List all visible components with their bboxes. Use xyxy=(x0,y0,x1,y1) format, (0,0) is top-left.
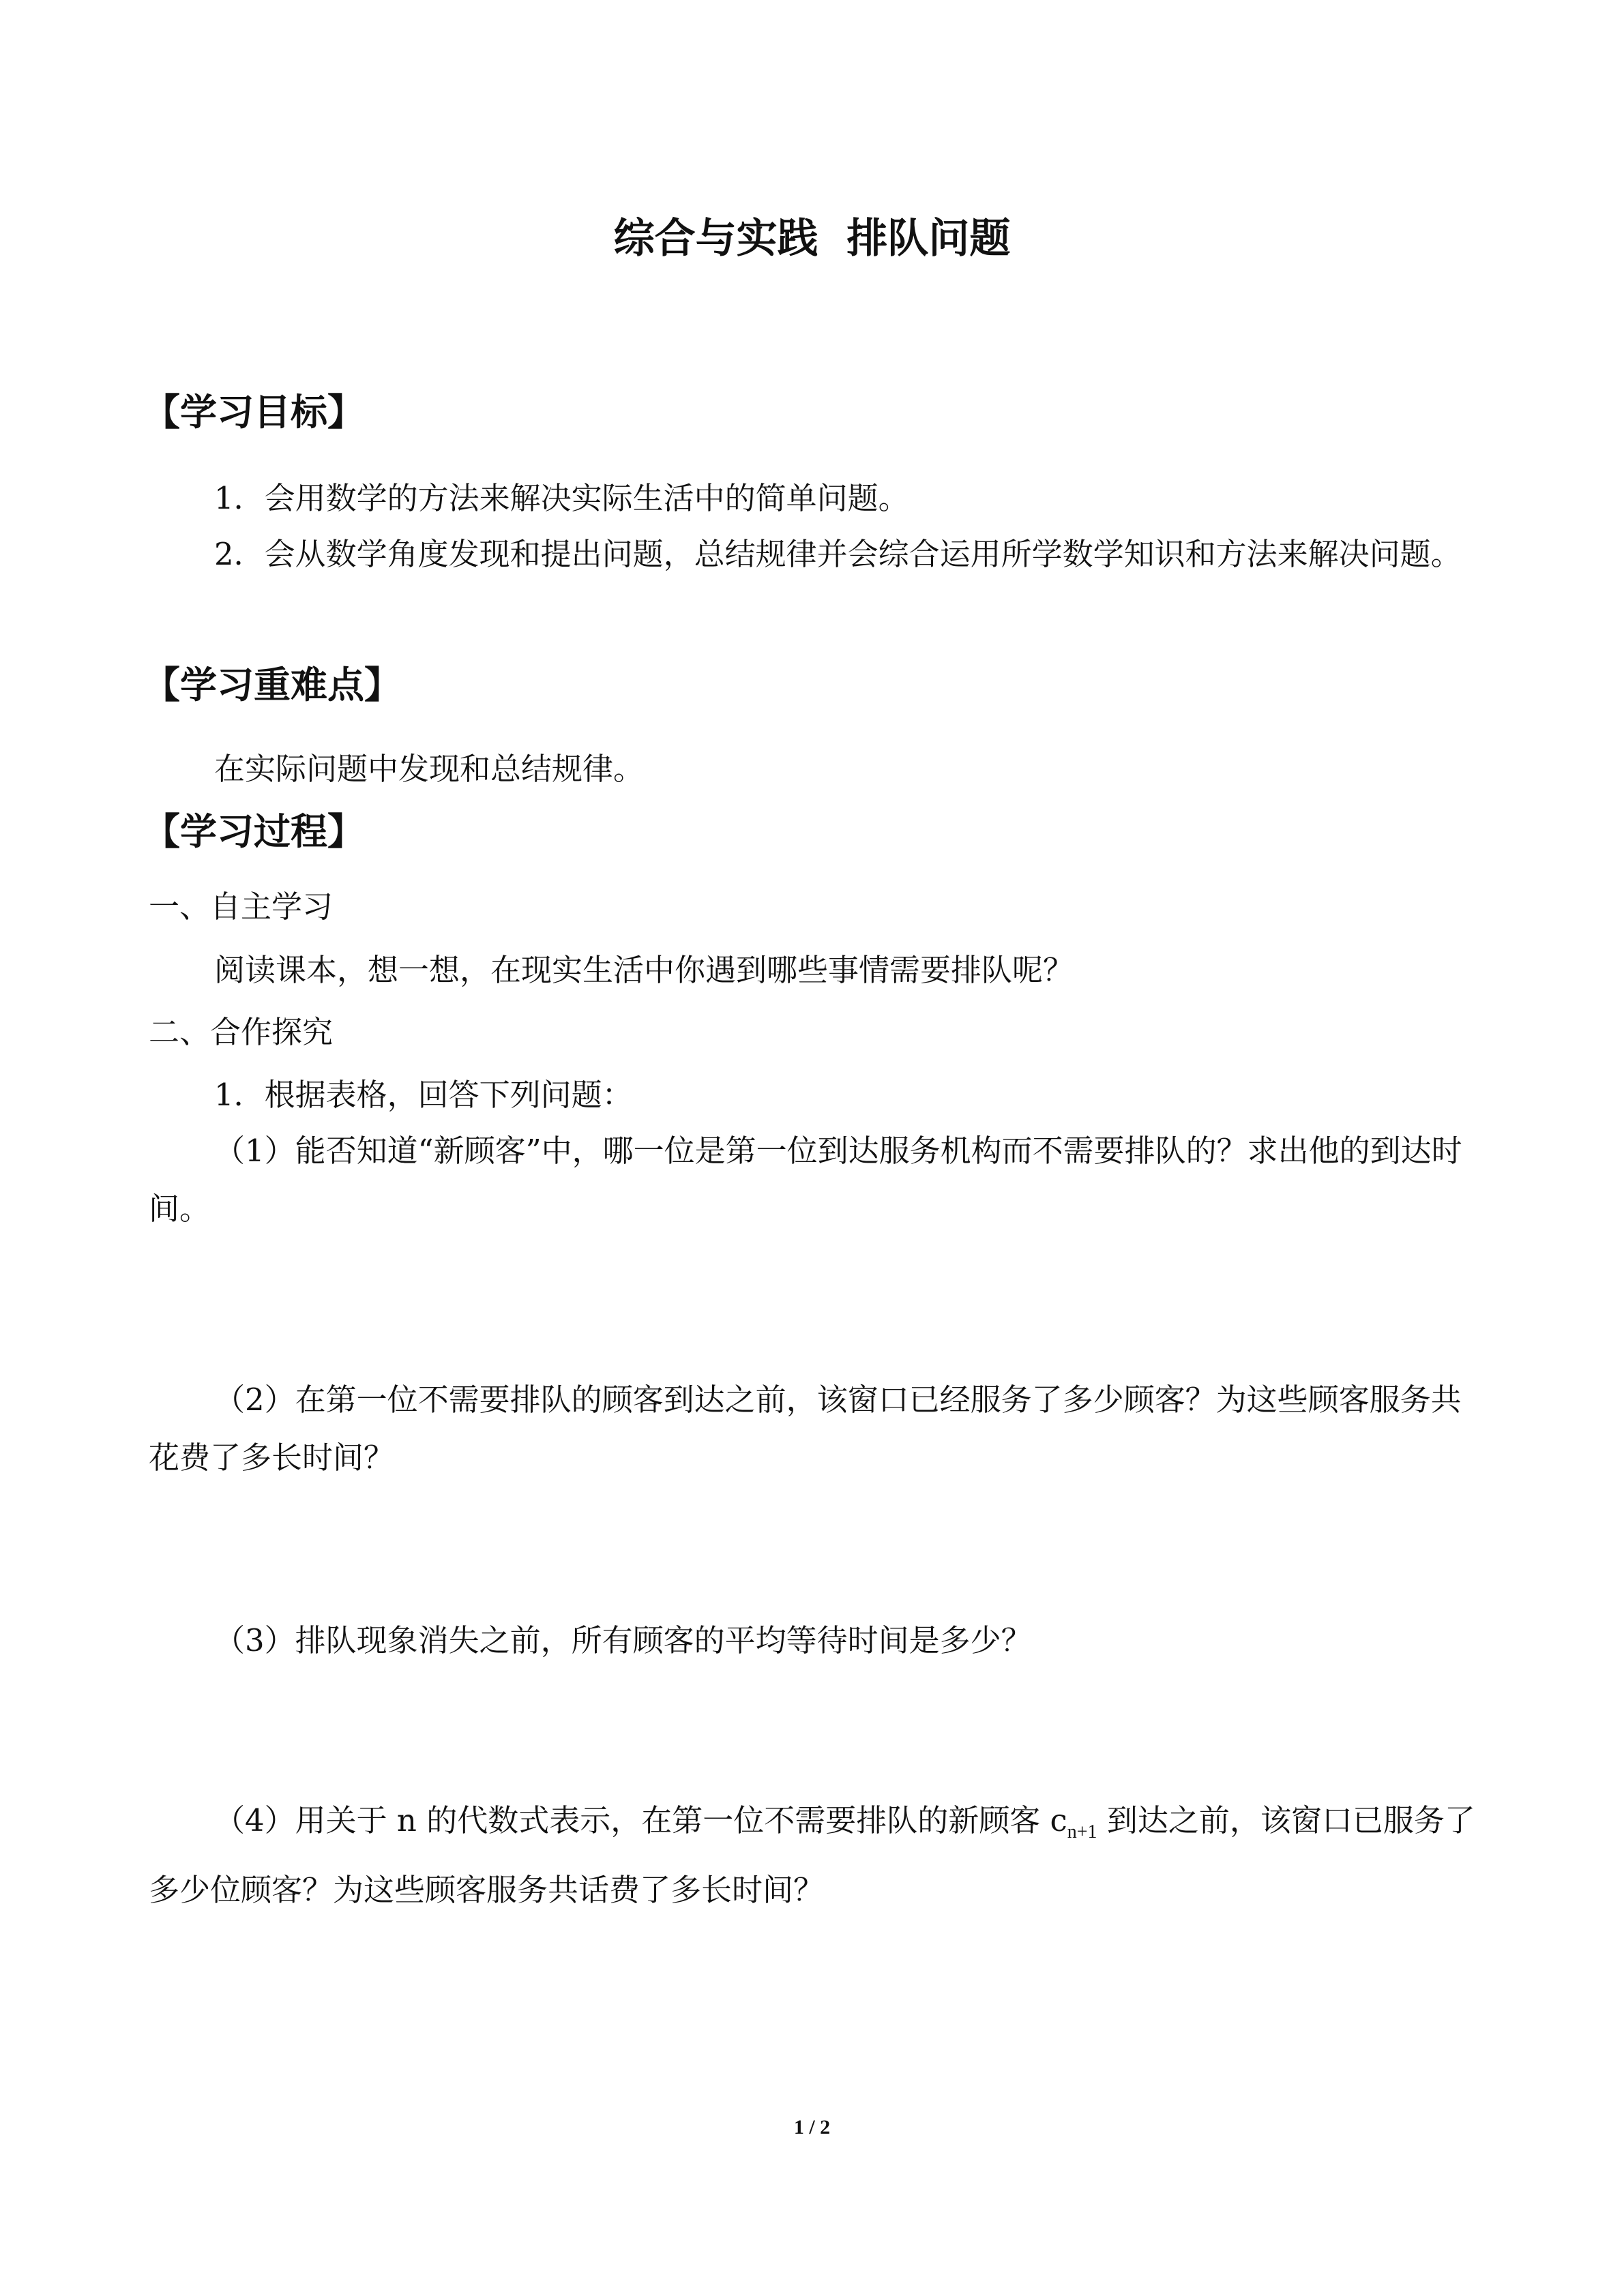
question-1: （1）能否知道“新顾客”中，哪一位是第一位到达服务机构而不需要排队的？求出他的到达时间。 xyxy=(149,1133,1462,1227)
question-4-subscript: n+1 xyxy=(1067,1821,1097,1843)
question-2: （2）在第一位不需要排队的顾客到达之前，该窗口已经服务了多少顾客？为这些顾客服务共花费了多长时间？ xyxy=(149,1382,1462,1476)
question-3: （3）排队现象消失之前，所有顾客的平均等待时间是多少？ xyxy=(214,1622,1032,1658)
section-heading-objectives: 【学习目标】 xyxy=(143,391,364,434)
page-title: 综合与实践 排队问题 xyxy=(613,215,1011,263)
key-points-text: 在实际问题中发现和总结规律。 xyxy=(214,751,645,787)
objective-item-1: 1．会用数学的方法来解决实际生活中的简单问题。 xyxy=(214,480,909,516)
objective-item-2: 2．会从数学角度发现和提出问题，总结规律并会综合运用所学数学知识和方法来解决问题。 xyxy=(214,536,1462,572)
part2-intro: 1．根据表格，回答下列问题： xyxy=(214,1077,633,1113)
question-4-part-b: 到达之前，该窗口已服务了多少位顾客？为这些顾客服务共话费了多长时间？ xyxy=(149,1802,1475,1908)
part1-text: 阅读课本，想一想，在现实生活中你遇到哪些事情需要排队呢？ xyxy=(214,952,1074,988)
section-heading-process: 【学习过程】 xyxy=(143,810,364,853)
question-4 xyxy=(149,1791,1479,1919)
question-4-part-a: （4）用关于 n 的代数式表示，在第一位不需要排队的新顾客 c xyxy=(214,1802,1067,1838)
part1-title: 一、自主学习 xyxy=(149,889,334,925)
section-heading-key-points: 【学习重难点】 xyxy=(143,664,401,706)
page-number: 1 / 2 xyxy=(793,2116,831,2138)
part2-title: 二、合作探究 xyxy=(149,1014,334,1050)
